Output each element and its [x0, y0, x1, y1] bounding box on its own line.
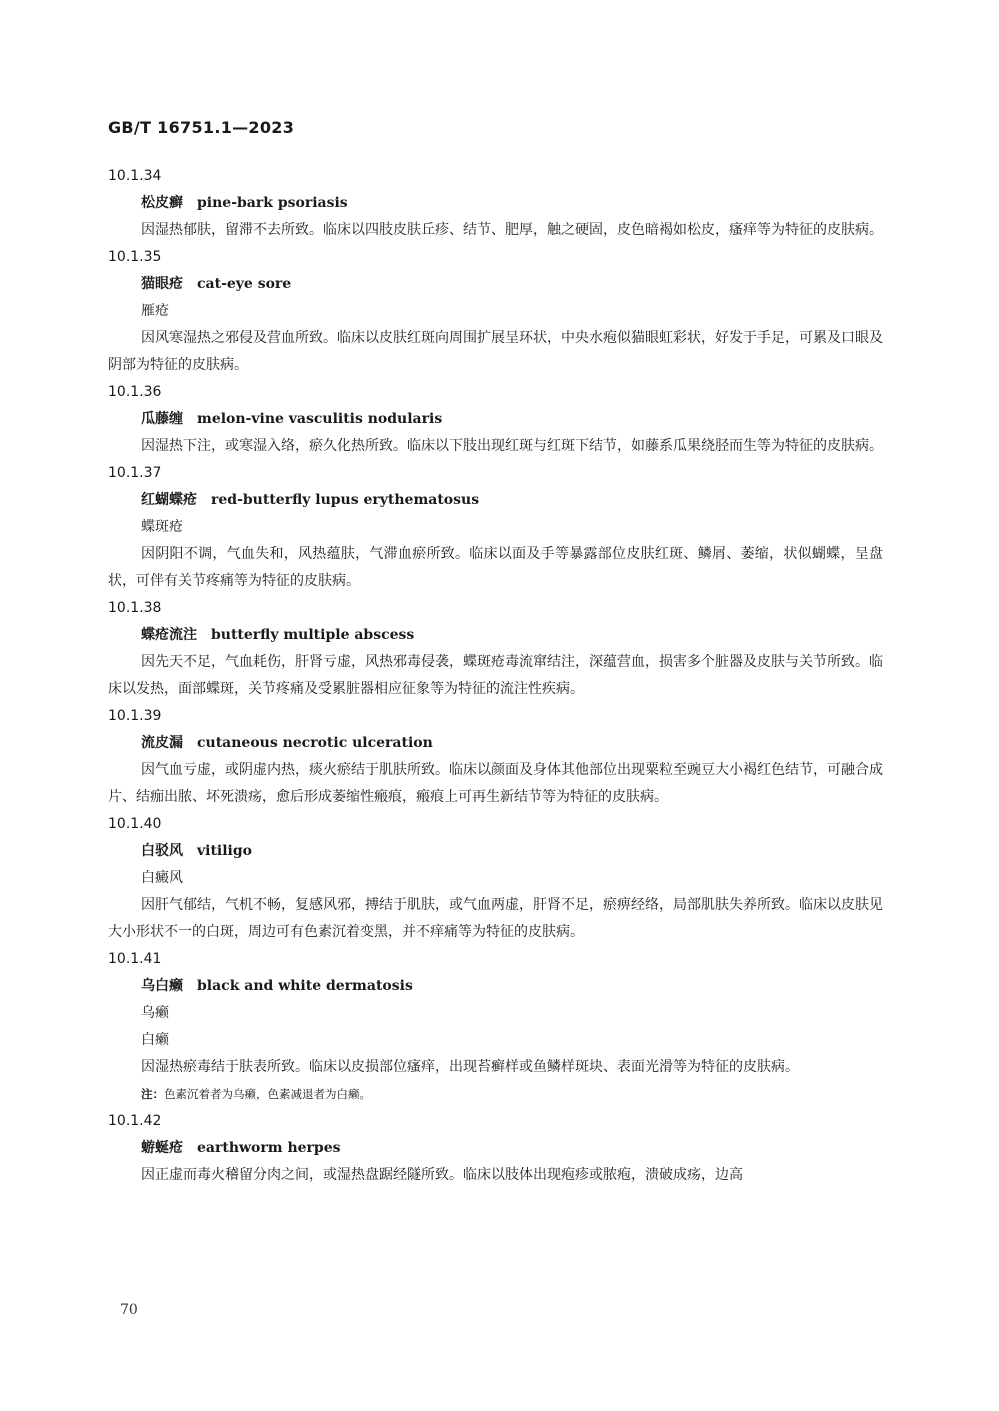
term-zh: 白驳风	[141, 843, 183, 859]
entry-term	[108, 838, 883, 865]
term-en: cat-eye sore	[197, 276, 292, 292]
entry-10-1-35	[108, 244, 883, 379]
term-en: butterfly multiple abscess	[211, 627, 415, 643]
entry-definition: 因湿热郁肤，留滞不去所致。临床以四肢皮肤丘疹、结节、肥厚，触之硬固，皮色暗褐如松皮，瘙痒等为特征的皮肤病。	[141, 222, 883, 238]
entry-number: 10.1.34	[108, 168, 162, 184]
term-zh: 瓜藤缠	[141, 411, 183, 427]
entry-number: 10.1.35	[108, 249, 162, 265]
entry-term	[108, 406, 883, 433]
standard-code-header: GB/T 16751.1—2023	[108, 118, 295, 137]
term-zh: 松皮癣	[141, 195, 183, 211]
entry-number: 10.1.37	[108, 465, 162, 481]
entry-definition: 因肝气郁结，气机不畅，复感风邪，搏结于肌肤，或气血两虚，肝肾不足，瘀痹经络，局部肌肤失养所致。临床以皮肤见大小形状不一的白斑，周边可有色素沉着变黑，并不痒痛等为特征的皮肤病。	[108, 897, 883, 940]
entry-number: 10.1.39	[108, 708, 162, 724]
entry-10-1-41	[108, 946, 883, 1108]
entry-note	[108, 1081, 883, 1108]
term-en: red-butterfly lupus erythematosus	[211, 492, 480, 508]
entry-number: 10.1.36	[108, 384, 162, 400]
entry-definition: 因正虚而毒火稽留分肉之间，或湿热盘踞经隧所致。临床以肢体出现疱疹或脓疱，溃破成疡，边高	[141, 1167, 743, 1183]
entry-number: 10.1.41	[108, 951, 162, 967]
entry-definition: 因风寒湿热之邪侵及营血所致。临床以皮肤红斑向周围扩展呈环状，中央水疱似猫眼虹彩状，好发于手足，可累及口眼及阴部为特征的皮肤病。	[108, 330, 883, 373]
entry-10-1-38	[108, 595, 883, 703]
entry-10-1-42	[108, 1108, 883, 1189]
term-zh: 猫眼疮	[141, 276, 183, 292]
entry-definition: 因气血亏虚，或阴虚内热，痰火瘀结于肌肤所致。临床以颜面及身体其他部位出现粟粒至豌豆大小褐红色结节，可融合成片、结痂出脓、坏死溃疡，愈后形成萎缩性瘢痕，瘢痕上可再生新结节等为特征的皮肤病。	[108, 762, 883, 805]
entry-term	[108, 1135, 883, 1162]
entry-synonym: 蝶斑疮	[141, 519, 183, 535]
term-en: earthworm herpes	[197, 1140, 341, 1156]
entry-10-1-37	[108, 460, 883, 595]
term-zh: 蝣蜒疮	[141, 1140, 183, 1156]
entry-term	[108, 271, 883, 298]
entry-definition: 因阴阳不调，气血失和，风热蕴肤，气滞血瘀所致。临床以面及手等暴露部位皮肤红斑、鳞屑、萎缩，状似蝴蝶，呈盘状，可伴有关节疼痛等为特征的皮肤病。	[108, 546, 883, 589]
entry-term	[108, 973, 883, 1000]
term-en: cutaneous necrotic ulceration	[197, 735, 433, 751]
entry-synonym: 雁疮	[141, 303, 169, 319]
term-zh: 红蝴蝶疮	[141, 492, 197, 508]
entry-definition: 因湿热下注，或寒湿入络，瘀久化热所致。临床以下肢出现红斑与红斑下结节，如藤系瓜果绕胫而生等为特征的皮肤病。	[141, 438, 883, 454]
term-zh: 乌白癞	[141, 978, 183, 994]
entry-term	[108, 622, 883, 649]
term-en: melon-vine vasculitis nodularis	[197, 411, 443, 427]
entry-term	[108, 190, 883, 217]
term-zh: 蝶疮流注	[141, 627, 197, 643]
term-en: black and white dermatosis	[197, 978, 413, 994]
entry-10-1-34	[108, 163, 883, 244]
entry-term	[108, 487, 883, 514]
entry-term	[108, 730, 883, 757]
entry-synonym: 乌癞	[141, 1005, 169, 1021]
page-number: 70	[120, 1302, 138, 1318]
entry-10-1-36	[108, 379, 883, 460]
term-en: pine-bark psoriasis	[197, 195, 348, 211]
entry-definition: 因先天不足，气血耗伤，肝肾亏虚，风热邪毒侵袭，蝶斑疮毒流窜结注，深蕴营血，损害多个脏器及皮肤与关节所致。临床以发热，面部蝶斑，关节疼痛及受累脏器相应征象等为特征的流注性疾病。	[108, 654, 883, 697]
entry-definition: 因湿热瘀毒结于肤表所致。临床以皮损部位瘙痒，出现苔癣样或鱼鳞样斑块、表面光滑等为特征的皮肤病。	[141, 1059, 799, 1075]
term-en: vitiligo	[197, 843, 253, 859]
entry-number: 10.1.38	[108, 600, 162, 616]
entry-number: 10.1.42	[108, 1113, 162, 1129]
entry-10-1-39	[108, 703, 883, 811]
entry-number: 10.1.40	[108, 816, 162, 832]
document-body	[108, 163, 883, 1189]
term-zh: 流皮漏	[141, 735, 183, 751]
note-label: 注：	[141, 1087, 164, 1101]
entry-10-1-40	[108, 811, 883, 946]
entry-synonym: 白癜风	[141, 870, 183, 886]
entry-synonym: 白癞	[141, 1032, 169, 1048]
note-text: 色素沉着者为乌癞，色素减退者为白癞。	[164, 1087, 371, 1101]
